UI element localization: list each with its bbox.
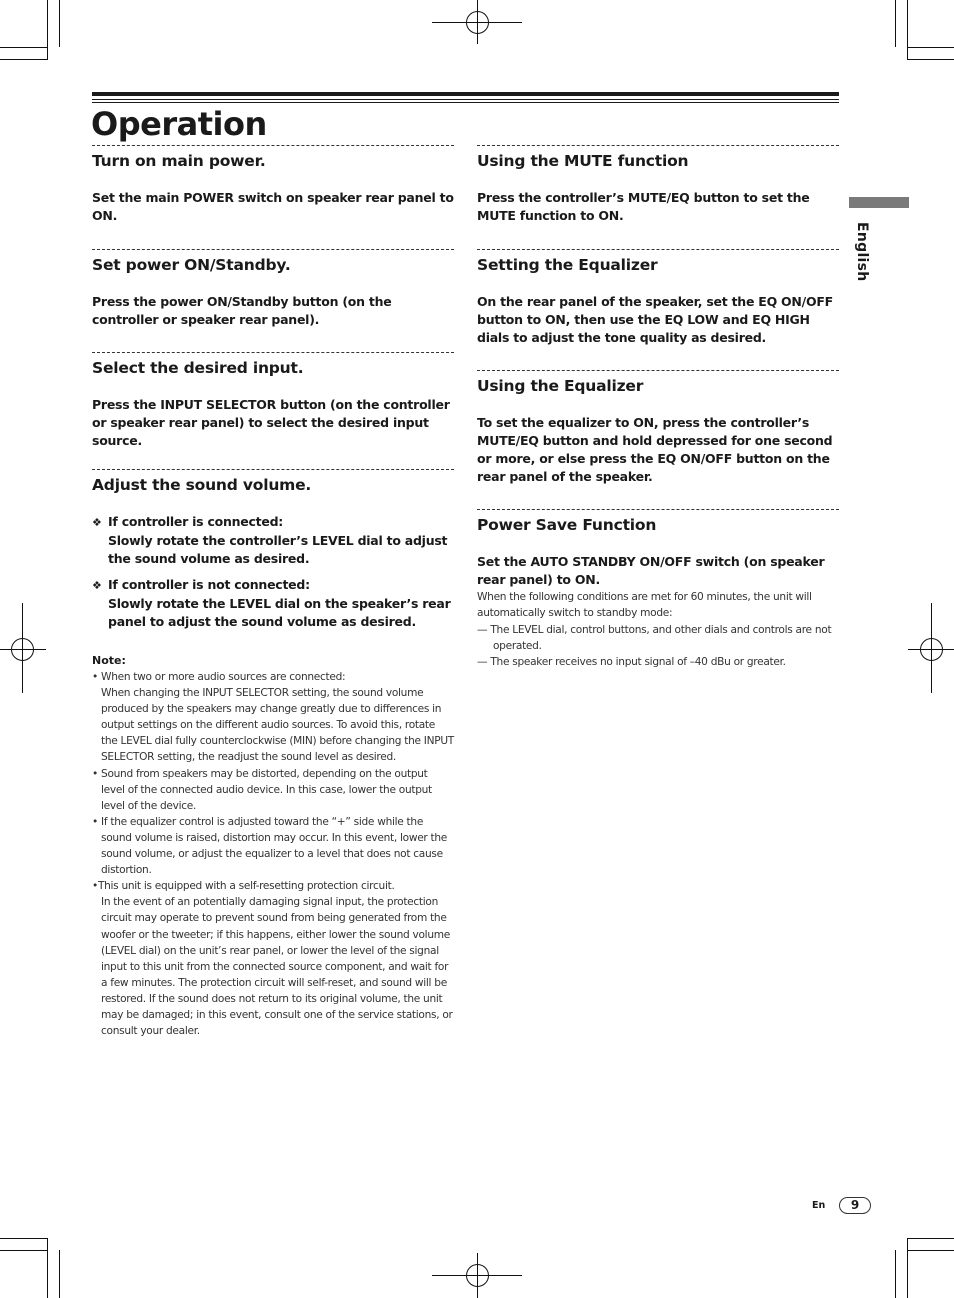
list-item: [92, 513, 454, 568]
title-rule: [92, 92, 839, 96]
section-title: Using the MUTE function: [477, 152, 689, 170]
section-body: To set the equalizer to ON, press the controller’s MUTE/EQ button and hold depressed for one second or more, or else press the EQ ON/OFF button on the rear panel of the speaker.: [477, 415, 833, 484]
right-column: [477, 145, 839, 670]
section-setting-equalizer: [477, 249, 839, 370]
list-item: [92, 576, 454, 631]
list-item: • Sound from speakers may be distorted, depending on the output level of the connected audio device. In this case, lower the output level of the device.: [92, 767, 432, 812]
list-item: • If the equalizer control is adjusted toward the “+” side while the sound volume is raised, distortion may occur. In this event, lower the sound volume, or adjust the equalizer to a level that does not cause distortion.: [92, 815, 448, 877]
diamond-bullet-icon: ❖: [92, 579, 102, 592]
section-title: Adjust the sound volume.: [92, 476, 312, 494]
page-title: Operation: [91, 105, 267, 143]
language-tab-label: English: [854, 222, 870, 282]
section-body: Set the main POWER switch on speaker rear panel to ON.: [92, 190, 454, 223]
page-number: 9: [839, 1197, 871, 1214]
section-set-power-standby: [92, 249, 454, 352]
section-body: Press the controller’s MUTE/EQ button to set the MUTE function to ON.: [477, 190, 810, 223]
section-title: Power Save Function: [477, 516, 657, 534]
section-title: Using the Equalizer: [477, 377, 644, 395]
section-using-equalizer: [477, 370, 839, 509]
list-item: •This unit is equipped with a self-resetting protection circuit. In the event of an potentially damaging signal input, the protection circuit may operate to prevent sound from being generated from the woofer or the tweeter; if this happens, either lower the sound volume (LEVEL dial) on the unit’s rear panel, or lower the level of the signal input to this unit from the connected source component, and wait for a few minutes. The protection circuit will self-reset, and sound will be restored. If the sound does not return to its original volume, the unit may be damaged; in this event, consult one of the service stations, or consult your dealer.: [92, 880, 453, 1038]
list-item: — The LEVEL dial, control buttons, and other dials and controls are not operated.: [477, 623, 832, 652]
section-turn-on-main-power: [92, 145, 454, 249]
left-column: [92, 145, 454, 1039]
diamond-bullet-icon: ❖: [92, 516, 102, 529]
section-title: Select the desired input.: [92, 359, 304, 377]
item-text: Slowly rotate the controller’s LEVEL dial to adjust the sound volume as desired.: [108, 533, 448, 566]
item-heading: If controller is not connected:: [108, 577, 310, 592]
item-heading: If controller is connected:: [108, 514, 284, 529]
note-list: [92, 669, 454, 1039]
section-body: On the rear panel of the speaker, set the EQ ON/OFF button to ON, then use the EQ LOW and EQ HIGH dials to adjust the tone quality as desired.: [477, 294, 833, 345]
footer-language-code: En: [812, 1200, 826, 1211]
title-rule-thin: [92, 99, 839, 100]
item-text: Slowly rotate the LEVEL dial on the speaker’s rear panel to adjust the sound volume as desired.: [108, 596, 451, 629]
list-item: — The speaker receives no input signal of –40 dBu or greater.: [477, 656, 786, 669]
section-title: Turn on main power.: [92, 152, 266, 170]
note-heading: Note:: [92, 654, 126, 667]
section-body: Press the power ON/Standby button (on the controller or speaker rear panel).: [92, 294, 392, 327]
title-rule-thin-2: [92, 102, 839, 103]
section-title: Set power ON/Standby.: [92, 256, 291, 274]
section-detail: When the following conditions are met for 60 minutes, the unit will automatically switch to standby mode:: [477, 591, 812, 620]
section-adjust-volume: [92, 469, 454, 1039]
section-body: Press the INPUT SELECTOR button (on the controller or speaker rear panel) to select the desired input source.: [92, 397, 450, 448]
section-title: Setting the Equalizer: [477, 256, 658, 274]
list-item: • When two or more audio sources are connected: When changing the INPUT SELECTOR setting, the sound volume produced by the speakers may change greatly due to differences in output settings on the different audio sources. To avoid this, rotate the LEVEL dial fully counterclockwise (MIN) before changing the INPUT SELECTOR setting, the readjust the sound level as desired.: [92, 671, 454, 764]
section-select-input: [92, 352, 454, 469]
section-mute-function: [477, 145, 839, 249]
section-power-save: [477, 509, 839, 670]
section-body: Set the AUTO STANDBY ON/OFF switch (on speaker rear panel) to ON.: [477, 554, 825, 587]
language-tab-bar: [849, 197, 909, 208]
